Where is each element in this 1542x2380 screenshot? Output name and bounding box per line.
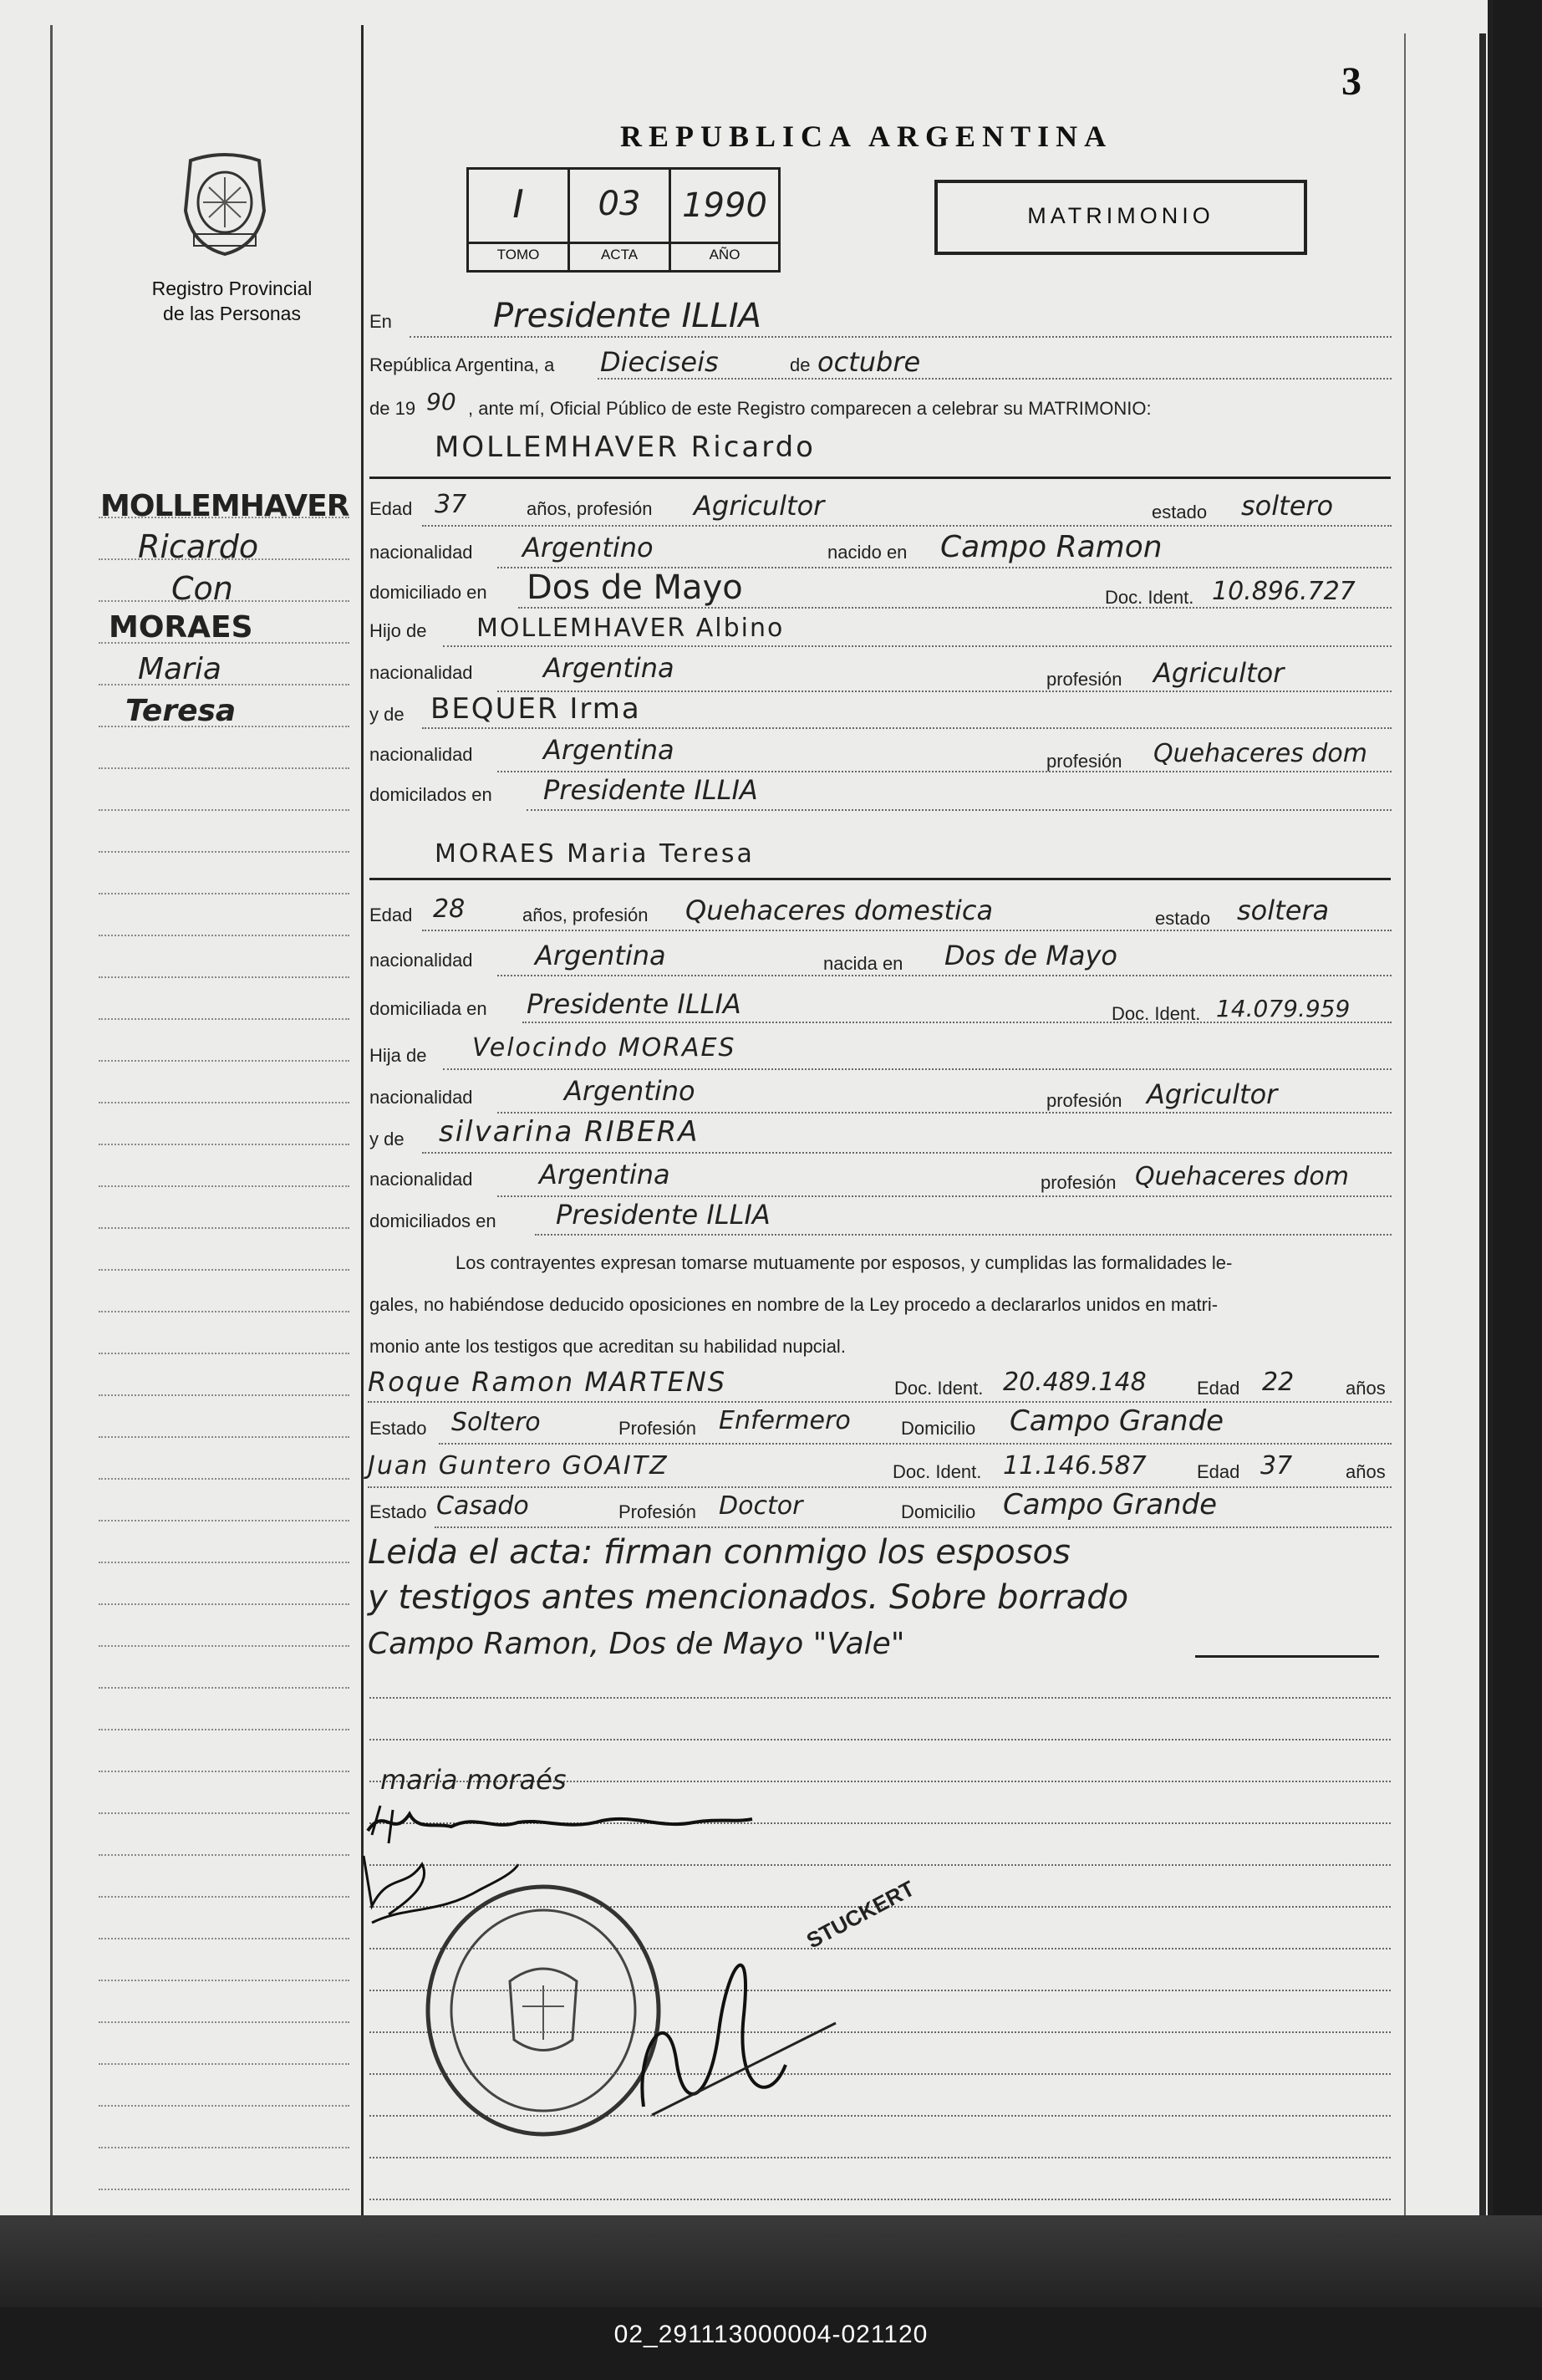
- registry-label-line1: Registro Provincial: [151, 278, 313, 299]
- groom-nacido-label: nacido en: [827, 542, 908, 563]
- margin-ruled-line: [99, 1060, 349, 1062]
- groom-line-3: [518, 607, 1392, 609]
- groom-estado-label: estado: [1152, 502, 1208, 522]
- anio-label: AÑO: [709, 247, 740, 262]
- acta-label: ACTA: [600, 247, 639, 262]
- witness1-profession: Enfermero: [719, 1406, 851, 1435]
- margin-note-name: Ricardo: [138, 528, 259, 565]
- bride-edad-label: Edad: [369, 905, 413, 925]
- declaration-line-1: Los contrayentes expresan tomarse mutuamente por esposos, y cumplidas las formalidades le-: [455, 1252, 1233, 1273]
- witness1-anos-label: años: [1346, 1378, 1386, 1399]
- margin-ruled-line: [99, 558, 349, 560]
- place-line: [410, 336, 1392, 338]
- witness2-domicile: Campo Grande: [1003, 1488, 1218, 1521]
- margin-note-con: Con: [171, 570, 233, 607]
- main-ruled-line: [369, 1864, 1391, 1866]
- witness1-line-1: [368, 1401, 1392, 1403]
- file-caption: 02_291113000004-021120: [613, 2321, 929, 2348]
- margin-ruled-line: [99, 1854, 349, 1856]
- groom-domicile: Dos de Mayo: [527, 568, 743, 607]
- bride-mother: silvarina RIBERA: [439, 1115, 700, 1149]
- groom-father: MOLLEMHAVER Albino: [476, 614, 785, 643]
- witness1-age: 22: [1262, 1368, 1295, 1397]
- groom-dom-label: domiciliado en: [369, 582, 487, 603]
- groom-parents-dom-label: domicilados en: [369, 784, 492, 805]
- margin-ruled-line: [99, 893, 349, 894]
- margin-ruled-line: [99, 2063, 349, 2065]
- bride-line-2: [497, 975, 1392, 976]
- groom-mother-nat-label: nacionalidad: [369, 744, 473, 765]
- doc-type-label: MATRIMONIO: [1027, 203, 1214, 228]
- margin-ruled-line: [99, 1185, 349, 1187]
- margin-ruled-line: [99, 684, 349, 685]
- witness1-line-2: [439, 1443, 1392, 1445]
- groom-mother-nat: Argentina: [543, 734, 674, 766]
- bride-name-line: [369, 878, 1391, 880]
- witness2-name: Juan Guntero GOAITZ: [368, 1451, 669, 1480]
- witness1-domicile: Campo Grande: [1010, 1404, 1224, 1438]
- margin-note-surname2: MORAES: [109, 610, 253, 645]
- margin-ruled-line: [99, 1227, 349, 1229]
- closing-line-1: Leida el acta: firman conmigo los esposos: [368, 1533, 1071, 1572]
- bride-line-6: [422, 1152, 1392, 1154]
- republica-label: República Argentina, a: [369, 354, 555, 375]
- margin-note-name2: Maria: [138, 652, 221, 686]
- witness1-edad-label: Edad: [1197, 1378, 1240, 1399]
- margin-ruled-line: [99, 809, 349, 811]
- bride-birthplace: Dos de Mayo: [944, 940, 1117, 971]
- bride-dom-label: domiciliada en: [369, 998, 487, 1019]
- closing-underline: [1195, 1655, 1379, 1658]
- bride-father-nat-label: nacionalidad: [369, 1087, 473, 1108]
- margin-ruled-line: [99, 1938, 349, 1939]
- bride-signature: maria moraés: [380, 1764, 567, 1796]
- margin-ruled-line: [99, 1687, 349, 1689]
- margin-rule-3: [1404, 33, 1406, 2215]
- register-index-box: [466, 167, 781, 273]
- bride-nationality: Argentina: [535, 940, 666, 971]
- bride-line-5: [497, 1112, 1392, 1114]
- groom-line-4: [443, 645, 1392, 647]
- groom-line-1: [422, 525, 1392, 527]
- margin-rule-1: [50, 25, 53, 2215]
- margin-note-name3: Teresa: [125, 694, 237, 728]
- margin-ruled-line: [99, 1102, 349, 1103]
- witness2-line-1: [368, 1486, 1392, 1488]
- margin-ruled-line: [99, 1729, 349, 1730]
- witness1-estado: Soltero: [451, 1408, 541, 1437]
- bride-parents-dom: Presidente ILLIA: [556, 1199, 771, 1231]
- margin-note-surname: MOLLEMHAVER: [100, 489, 349, 523]
- margin-ruled-line: [99, 642, 349, 644]
- main-ruled-line: [369, 1739, 1391, 1740]
- box-divider-2: [669, 242, 671, 270]
- margin-ruled-line: [99, 1144, 349, 1145]
- bride-age: 28: [433, 894, 466, 924]
- year-text: , ante mí, Oficial Público de este Registro comparecen a celebrar su MATRIMONIO:: [468, 398, 1152, 419]
- place-value: Presidente ILLIA: [493, 297, 762, 335]
- day-value: Dieciseis: [600, 346, 719, 378]
- main-ruled-line: [369, 2199, 1391, 2200]
- groom-doc-label: Doc. Ident.: [1105, 587, 1194, 608]
- bride-profession: Quehaceres domestica: [685, 894, 994, 926]
- year-prefix: de 19: [369, 398, 416, 419]
- witness1-domicilio-label: Domicilio: [901, 1418, 976, 1439]
- bride-name: MORAES Maria Teresa: [435, 839, 755, 869]
- bride-line-8: [535, 1234, 1392, 1236]
- groom-father-prof-label: profesión: [1046, 669, 1122, 690]
- bride-parents-dom-label: domiciliados en: [369, 1210, 496, 1231]
- provincial-crest: [174, 152, 276, 257]
- witness2-doc-label: Doc. Ident.: [893, 1461, 982, 1482]
- groom-name: MOLLEMHAVER Ricardo: [435, 431, 816, 464]
- witness2-domicilio-label: Domicilio: [901, 1501, 976, 1522]
- year-suffix: 90: [426, 388, 456, 415]
- bride-father-prof: Agricultor: [1147, 1078, 1278, 1110]
- bride-mother-prof-label: profesión: [1041, 1172, 1117, 1193]
- acta-value: 03: [598, 185, 641, 223]
- date-line: [598, 378, 1392, 380]
- groom-line-8: [527, 809, 1392, 811]
- groom-line-6: [422, 727, 1392, 729]
- bride-mother-prof: Quehaceres dom: [1135, 1162, 1350, 1191]
- anio-value: 1990: [682, 186, 767, 225]
- margin-ruled-line: [99, 1269, 349, 1271]
- groom-mother: BEQUER Irma: [430, 692, 641, 726]
- groom-mother-prof-label: profesión: [1046, 751, 1122, 772]
- groom-name-line: [369, 477, 1391, 479]
- groom-mother-prof: Quehaceres dom: [1153, 739, 1368, 768]
- main-ruled-line: [369, 2157, 1391, 2158]
- margin-ruled-line: [99, 1645, 349, 1647]
- margin-ruled-line: [99, 1980, 349, 1981]
- bride-nacida-label: nacida en: [823, 953, 903, 974]
- registrar-stamp-text: STUCKERT: [802, 1875, 919, 1954]
- groom-doc: 10.896.727: [1212, 577, 1356, 606]
- groom-age: 37: [435, 490, 467, 519]
- margin-ruled-line: [99, 1520, 349, 1521]
- bride-mother-nat: Argentina: [539, 1159, 670, 1190]
- anio-cell: [671, 170, 778, 244]
- bride-estado: soltera: [1237, 894, 1330, 926]
- declaration-line-3: monio ante los testigos que acreditan su habilidad nupcial.: [369, 1336, 846, 1357]
- groom-father-prof: Agricultor: [1153, 657, 1285, 689]
- witness2-anos-label: años: [1346, 1461, 1386, 1482]
- de-label: de: [790, 354, 811, 375]
- witness1-estado-label: Estado: [369, 1418, 427, 1439]
- bride-line-7: [497, 1195, 1392, 1197]
- witness2-profesion-label: Profesión: [618, 1501, 696, 1522]
- book-cover-bottom: [0, 2215, 1542, 2307]
- witness2-edad-label: Edad: [1197, 1461, 1240, 1482]
- bride-doc-label: Doc. Ident.: [1112, 1003, 1201, 1024]
- margin-ruled-line: [99, 1478, 349, 1480]
- margin-ruled-line: [99, 1018, 349, 1020]
- bride-line-3: [522, 1022, 1392, 1023]
- witness2-line-2: [435, 1526, 1392, 1528]
- margin-ruled-line: [99, 1562, 349, 1563]
- margin-ruled-line: [99, 1603, 349, 1605]
- closing-line-3: Campo Ramon, Dos de Mayo "Vale": [368, 1627, 905, 1661]
- bride-yde-label: y de: [369, 1129, 405, 1149]
- page-number: 3: [1341, 59, 1361, 104]
- bride-father: Velocindo MORAES: [472, 1033, 736, 1063]
- bride-hija-label: Hija de: [369, 1045, 427, 1066]
- witness1-doc-label: Doc. Ident.: [894, 1378, 984, 1399]
- registry-label-line2: de las Personas: [163, 303, 301, 324]
- margin-ruled-line: [99, 1394, 349, 1396]
- margin-ruled-line: [99, 851, 349, 853]
- margin-ruled-line: [99, 1353, 349, 1354]
- country-title: REPUBLICA ARGENTINA: [620, 120, 1113, 153]
- margin-ruled-line: [99, 726, 349, 727]
- groom-yde-label: y de: [369, 704, 405, 725]
- groom-parents-dom: Presidente ILLIA: [543, 774, 758, 806]
- witness2-estado-label: Estado: [369, 1501, 427, 1522]
- witness2-age: 37: [1260, 1451, 1293, 1480]
- margin-ruled-line: [99, 935, 349, 936]
- bride-profesion-label: años, profesión: [522, 905, 649, 925]
- bride-domicile: Presidente ILLIA: [527, 988, 741, 1020]
- margin-ruled-line: [99, 1812, 349, 1814]
- witness1-doc: 20.489.148: [1003, 1368, 1147, 1397]
- margin-ruled-line: [99, 2147, 349, 2148]
- tomo-label: TOMO: [496, 247, 540, 262]
- groom-edad-label: Edad: [369, 498, 413, 519]
- margin-ruled-line: [99, 1436, 349, 1438]
- groom-hijo-label: Hijo de: [369, 620, 427, 641]
- witness2-doc: 11.146.587: [1003, 1451, 1147, 1480]
- witness1-profesion-label: Profesión: [618, 1418, 696, 1439]
- margin-ruled-line: [99, 2105, 349, 2107]
- witness2-estado: Casado: [436, 1491, 529, 1521]
- main-ruled-line: [369, 1697, 1391, 1699]
- bride-father-nat: Argentino: [564, 1075, 695, 1107]
- month-value: octubre: [817, 346, 921, 378]
- margin-ruled-line: [99, 1771, 349, 1772]
- bride-father-prof-label: profesión: [1046, 1090, 1122, 1111]
- groom-birthplace: Campo Ramon: [940, 530, 1163, 564]
- declaration-line-2: gales, no habiéndose deducido oposiciones en nombre de la Ley procedo a declararlos unidos en matri-: [369, 1294, 1219, 1315]
- groom-estado: soltero: [1241, 490, 1334, 522]
- margin-ruled-line: [99, 1896, 349, 1898]
- groom-father-nat: Argentina: [543, 652, 674, 684]
- margin-ruled-line: [99, 517, 349, 518]
- margin-ruled-line: [99, 2021, 349, 2023]
- box-divider-1: [567, 242, 570, 270]
- groom-profession: Agricultor: [694, 490, 825, 522]
- margin-ruled-line: [99, 1311, 349, 1312]
- doc-type-box: [934, 180, 1307, 255]
- bride-nac-label: nacionalidad: [369, 950, 473, 971]
- groom-nac-label: nacionalidad: [369, 542, 473, 563]
- margin-ruled-line: [99, 600, 349, 602]
- witness1-name: Roque Ramon MARTENS: [368, 1366, 727, 1398]
- bride-doc: 14.079.959: [1216, 995, 1351, 1022]
- groom-nationality: Argentino: [522, 532, 654, 563]
- margin-ruled-line: [99, 976, 349, 978]
- margin-ruled-line: [99, 767, 349, 769]
- bride-line-4: [443, 1068, 1392, 1070]
- witness2-profession: Doctor: [719, 1491, 803, 1521]
- bride-line-1: [422, 930, 1392, 931]
- groom-profesion-label: años, profesión: [527, 498, 653, 519]
- groom-father-nat-label: nacionalidad: [369, 662, 473, 683]
- acta-cell: [570, 170, 671, 244]
- groom-line-7: [497, 771, 1392, 772]
- bride-estado-label: estado: [1155, 908, 1211, 929]
- margin-ruled-line: [99, 2189, 349, 2190]
- closing-line-2: y testigos antes mencionados. Sobre borrado: [368, 1578, 1129, 1617]
- tomo-cell: [469, 170, 570, 244]
- bride-mother-nat-label: nacionalidad: [369, 1169, 473, 1190]
- binding-edge: [1479, 33, 1486, 2215]
- en-label: En: [369, 311, 392, 332]
- tomo-value: I: [512, 181, 524, 227]
